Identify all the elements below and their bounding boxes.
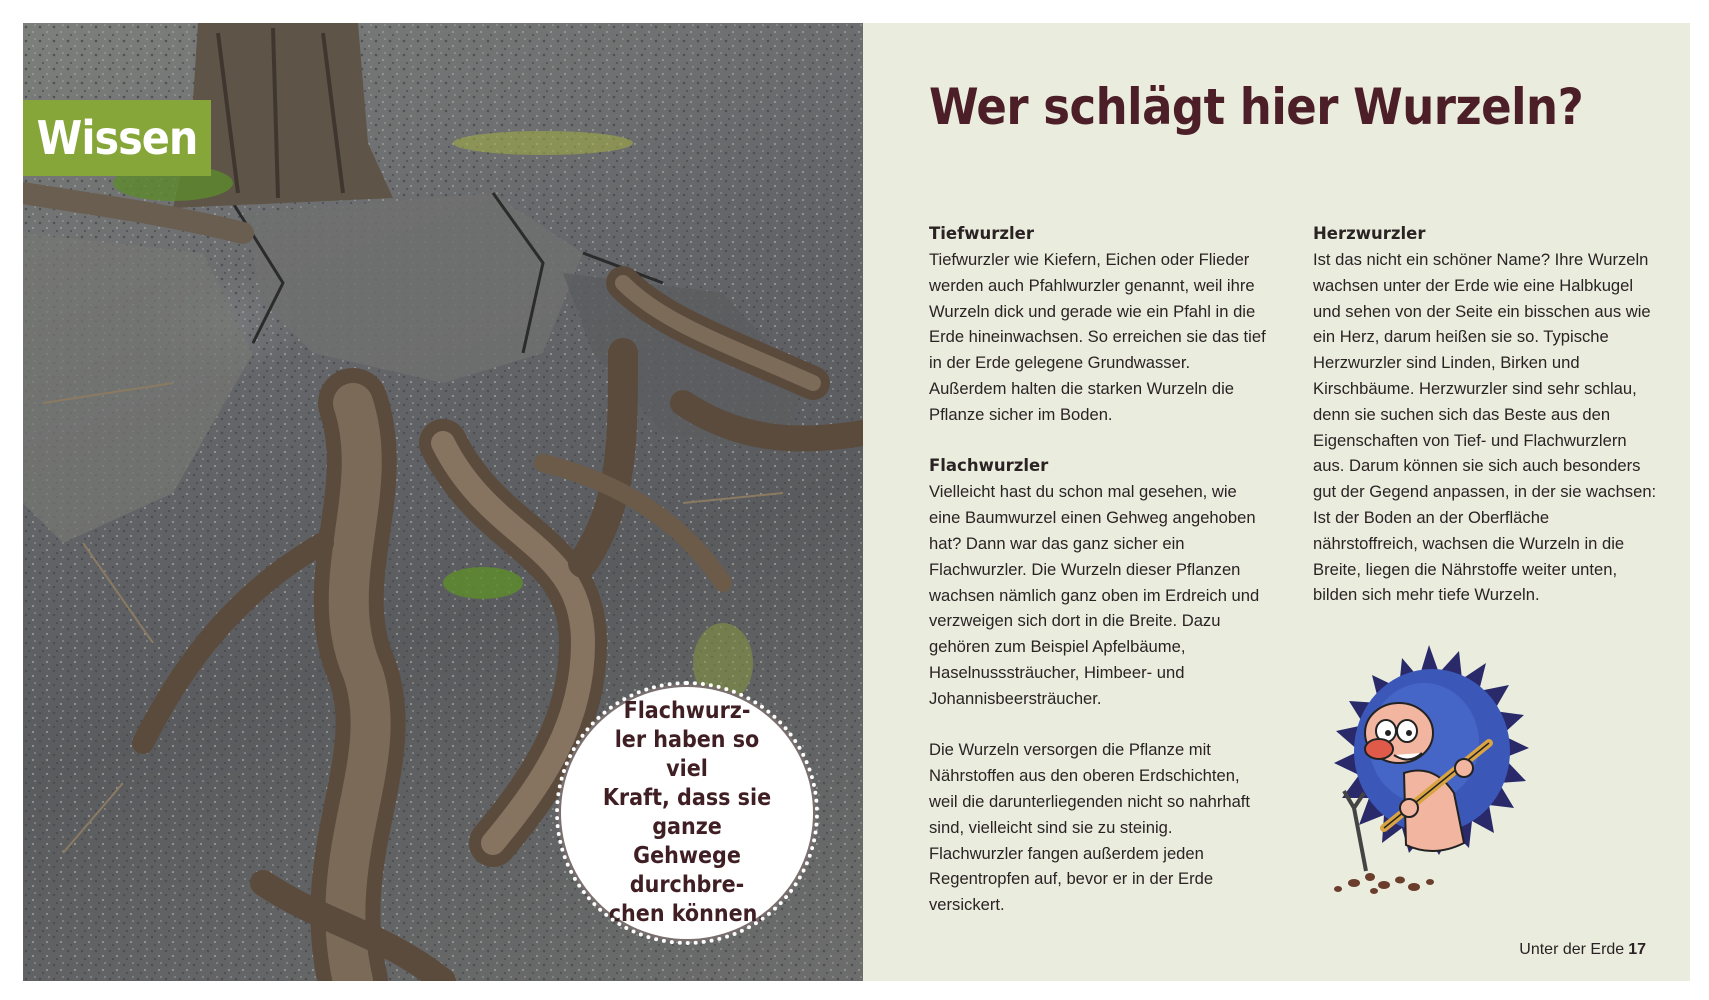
flachwurzler-heading: Flachwurzler — [929, 456, 1049, 476]
herzwurzler-paragraph: Ist das nicht ein schöner Name? Ihre Wurzeln wachsen unter der Erde wie eine Halbkugel und sehen von der Seite ein bisschen aus wie ein Herz, darum heißen sie so. Typische Herzwurzler sind Linden, Birken und Kirschbäume. Herzwurzler sind sehr schlau, denn sie suchen sich das Beste aus den Eigenschaften von Tief- und Flachwurzlern aus. Darum können sie sich auch besonders gut der Gegend anpassen, in der sie wachsen: Ist der Boden an der Oberfläche nährstoffreich, wachsen die Wurzeln in die Breite, liegen die Nährstoffe weiter unten, bilden sich mehr tiefe Wurzeln. — [1313, 250, 1657, 605]
section-tab-label: Wissen — [36, 111, 198, 165]
naehrstoffe-paragraph: Die Wurzeln versorgen die Pflanze mit Nährstoffen aus den oberen Erdschichten, weil die darunterliegenden nicht so nahrhaft sind, vielleicht sind sie zu steinig. Flachwurzler fangen außerdem jeden Regentropfen auf, bevor er in der Erde versickert. — [929, 740, 1251, 915]
bubble-text — [592, 697, 782, 929]
herzwurzler-heading: Herzwurzler — [1313, 224, 1426, 243]
text-page — [863, 23, 1690, 981]
page-number: 17 — [1628, 941, 1646, 958]
flachwurzler-paragraph: Vielleicht hast du schon mal gesehen, wie eine Baumwurzel einen Gehweg angehoben hat? Dann war das ganz sicher ein Flachwurzler. Die Wurzeln dieser Pflanzen wachsen nämlich ganz oben im Erdreich und verzweigen sich dort in die Breite. Dazu gehören zum Beispiel Apfelbäume, Haselnusssträucher, Himbeer- und Johannisbeersträucher. — [929, 482, 1260, 708]
tiefwurzler-heading: Tiefwurzler — [929, 224, 1034, 243]
bubble-text-lines: Flachwurz- ler haben so viel Kraft, dass sie ganze Gehwege durchbre- chen können. — [602, 698, 772, 927]
page-footer — [1519, 941, 1646, 959]
left-text-column — [929, 221, 1269, 944]
tiefwurzler-paragraph: Tiefwurzler wie Kiefern, Eichen oder Flieder werden auch Pfahlwurzler genannt, weil ihre Wurzeln dick und gerade wie ein Pfahl in die Erde hineinwachsen. So erreichen sie das tief in der Erde gelegene Grundwasser. Außerdem halten die starken Wurzeln die Pflanze sicher im Boden. — [929, 250, 1266, 424]
fact-bubble — [561, 687, 813, 939]
chapter-name: Unter der Erde — [1519, 941, 1625, 958]
hedgehog-mascot-icon — [1314, 633, 1544, 913]
wissen-section-tab — [23, 100, 211, 176]
right-text-column — [1313, 221, 1658, 634]
page-title: Wer schlägt hier Wurzeln? — [929, 78, 1584, 136]
tree-roots-photo — [23, 23, 863, 981]
